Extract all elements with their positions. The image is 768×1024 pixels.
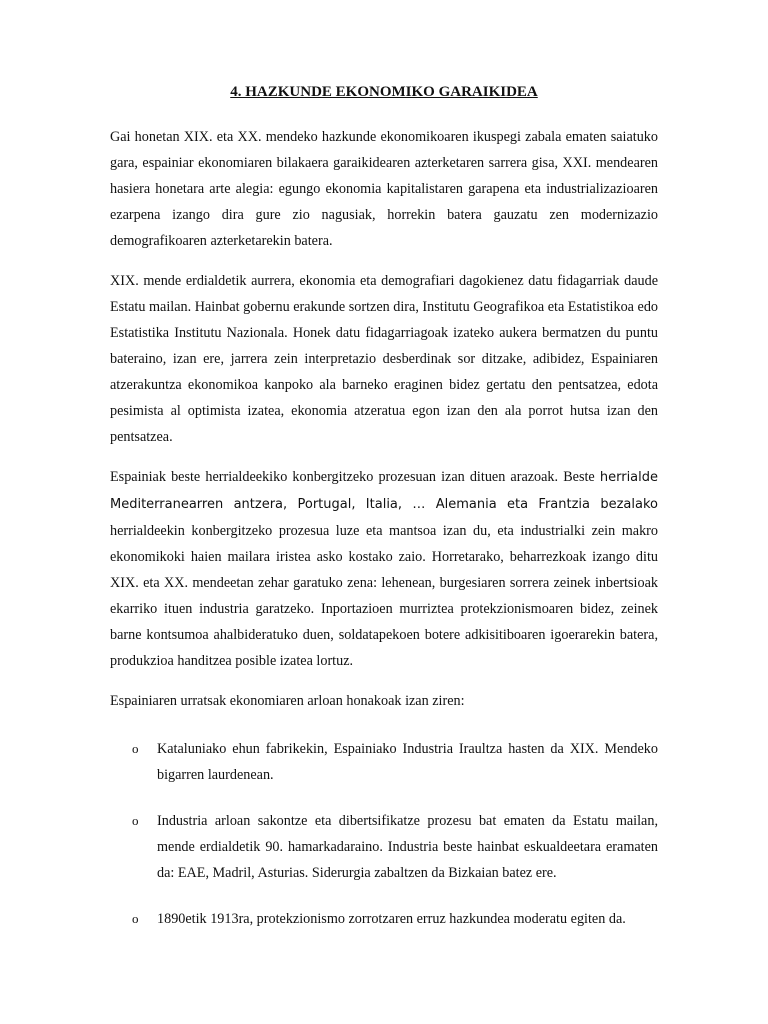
bullet-list [110,736,658,932]
paragraph-3-part-1: Espainiak beste herrialdeekiko konbergitzeko prozesuan izan dituen arazoak. Beste [110,469,595,485]
paragraph-3-part-2: herrialde Mediterranearren antzera, Portugal, Italia, … Alemania eta Frantzia bezalako [110,470,659,512]
bullet-circle-icon: o [132,741,139,756]
list-item [110,736,658,788]
paragraph-2: XIX. mende erdialdetik aurrera, ekonomia eta demografiari dagokienez datu fidagarriak daude Estatu mailan. Hainbat gobernu erakunde sortzen dira, Institutu Geografikoa eta Estatistikoa edo Estatistika Institutu Nazionala. Honek datu fidagarriagoak izateko aukera bermatzen du puntu bateraino, izan ere, jarrera zein interpretazio desberdinak sor ditzake, adibidez, Espainiaren atzerakuntza ekonomikoa kanpoko ala barneko eraginen bidez gertatu den pentsatzea, edota pesimista al optimista izatea, ekonomia atzeratua egon izan den ala porrot hutsa izan den pentsatzea. [110,273,659,445]
list-item-text: 1890etik 1913ra, protekzionismo zorrotzaren erruz hazkundea moderatu egiten da. [157,911,626,927]
list-intro: Espainiaren urratsak ekonomiaren arloan honakoak izan ziren: [110,693,465,709]
paragraph-3-part-3: herrialdeekin konbergitzeko prozesua luze eta mantsoa izan du, eta industrialki zein makro ekonomikoki haien mailara iristea asko kostako zaio. Horretarako, beharrezkoak izango ditu XIX. eta XX. mendeetan zehar garatuko zena: lehenean, burgesiaren sorrera zeinek inbertsioak ekarriko ituen industria garatzeko. Inportazioen murriztea protekzionismoaren bidez, zeinek barne kontsumoa ahalbideratuko duen, soldatapekoen botere adkisitiboaren igoerarekin batera, produkzioa handitzea posible izatea lortuz. [110,523,658,669]
document-page [110,82,658,952]
bullet-circle-icon: o [132,813,139,828]
bullet-circle-icon: o [132,911,139,926]
paragraph-3 [110,464,658,674]
list-item [110,906,658,932]
paragraph-1: Gai honetan XIX. eta XX. mendeko hazkunde ekonomikoaren ikuspegi zabala ematen saiatuko gara, espainiar ekonomiaren bilakaera garaikidearen azterketaren sarrera gisa, XXI. mendearen hasiera honetara arte alegia: egungo ekonomia kapitalistaren garapena eta industrializazioaren ezarpena izango dira gure zio nagusiak, horrekin batera gauzatu zen modernizazio demografikoaren azterketarekin batera. [110,129,658,249]
list-item-text: Kataluniako ehun fabrikekin, Espainiako Industria Iraultza hasten da XIX. Mendeko bigarren laurdenean. [157,741,658,783]
list-item-text: Industria arloan sakontze eta dibertsifikatze prozesu bat ematen da Estatu mailan, mende erdialdetik 90. hamarkadaraino. Industria beste hainbat eskualdeetara eramaten da: EAE, Madril, Asturias. Siderurgia zabaltzen da Bizkaian batez ere. [157,813,658,881]
list-item [110,808,658,886]
page-title: 4. HAZKUNDE EKONOMIKO GARAIKIDEA [230,84,538,100]
